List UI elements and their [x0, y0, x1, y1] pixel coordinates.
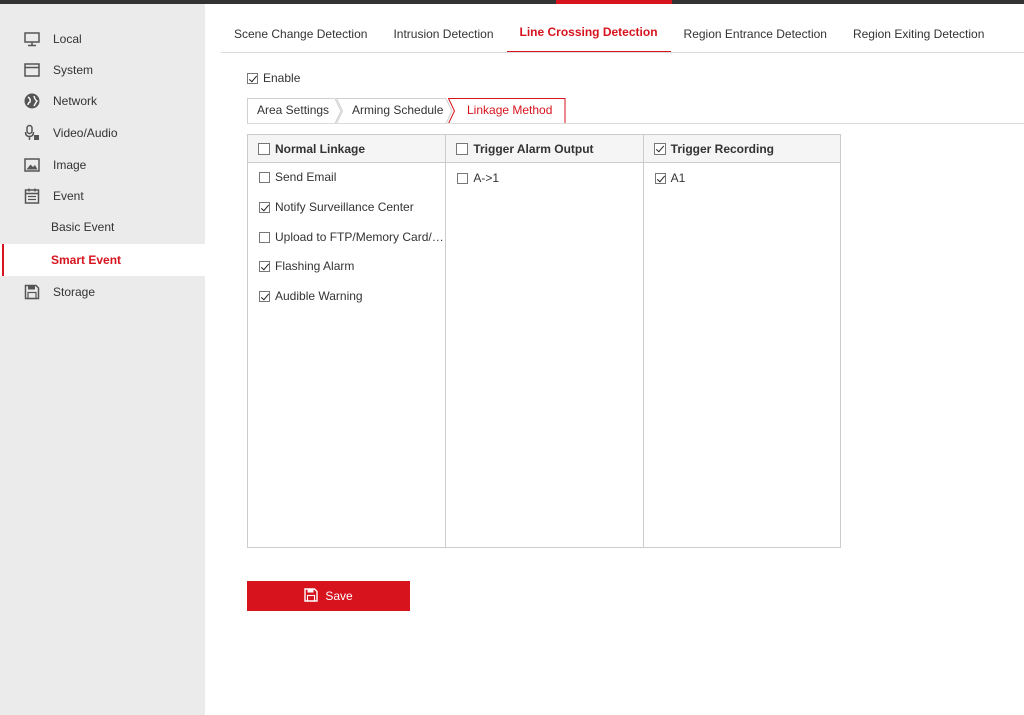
linkage-option-audible-warning [259, 289, 363, 303]
audible-warning-checkbox[interactable] [259, 291, 270, 302]
trigger-recording-column [643, 135, 840, 547]
trigger-alarm-output-header [446, 135, 642, 163]
picture-icon [23, 156, 41, 174]
option-label: Send Email [275, 170, 337, 184]
sidebar-item-storage[interactable] [0, 276, 205, 308]
sidebar-subitem-label: Basic Event [51, 220, 115, 234]
column-header-label: Trigger Recording [670, 141, 775, 156]
calendar-icon [23, 187, 41, 205]
settings-subtabs [247, 98, 571, 124]
option-label: Upload to FTP/Memory Card/… [275, 230, 444, 244]
linkage-option-upload-ftp [259, 230, 444, 244]
linkage-option-send-email [259, 170, 336, 184]
alarm-output-option [457, 171, 499, 185]
alarm-output-a1-checkbox[interactable] [457, 173, 468, 184]
detection-tabs [221, 16, 997, 53]
linkage-option-flashing-alarm [259, 259, 354, 273]
subtab-label: Linkage Method [467, 103, 553, 117]
save-button-label: Save [325, 589, 353, 603]
floppy-disk-icon [23, 283, 41, 301]
sidebar-item-label: System [53, 63, 94, 77]
sidebar-item-label: Network [53, 94, 98, 108]
enable-checkbox[interactable] [247, 73, 258, 84]
sidebar-item-label: Event [53, 189, 84, 203]
sidebar-item-label: Video/Audio [53, 126, 118, 140]
globe-icon [23, 92, 41, 110]
sidebar-item-label: Image [53, 158, 87, 172]
option-label: Flashing Alarm [275, 259, 355, 273]
linkage-table [247, 134, 841, 548]
sidebar-item-local[interactable] [0, 23, 205, 55]
column-header-label: Trigger Alarm Output [473, 141, 594, 156]
trigger-recording-header [644, 135, 840, 163]
trigger-alarm-output-select-all-checkbox[interactable] [456, 143, 468, 155]
column-header-label: Normal Linkage [275, 141, 366, 156]
enable-label: Enable [263, 71, 301, 85]
recording-a1-checkbox[interactable] [655, 173, 666, 184]
subtabs-divider [247, 123, 1024, 124]
tab-region-exiting-detection[interactable]: Region Exiting Detection [852, 27, 985, 41]
tabs-divider [221, 52, 1024, 53]
microphone-icon [23, 124, 41, 142]
tab-region-entrance-detection[interactable]: Region Entrance Detection [683, 27, 827, 41]
sidebar-item-network[interactable] [0, 85, 205, 117]
linkage-option-notify-surveillance-center [259, 200, 414, 214]
normal-linkage-select-all-checkbox[interactable] [258, 143, 270, 155]
tab-line-crossing-detection[interactable]: Line Crossing Detection [507, 16, 671, 53]
option-label: Audible Warning [275, 289, 363, 303]
upload-ftp-checkbox[interactable] [259, 232, 270, 243]
sidebar-item-system[interactable] [0, 54, 205, 86]
sidebar-item-video-audio[interactable] [0, 117, 205, 149]
send-email-checkbox[interactable] [259, 172, 270, 183]
flashing-alarm-checkbox[interactable] [259, 261, 270, 272]
notify-surveillance-center-checkbox[interactable] [259, 202, 270, 213]
sidebar [0, 4, 205, 715]
option-label: A1 [670, 171, 686, 185]
tab-scene-change-detection[interactable]: Scene Change Detection [234, 27, 368, 41]
enable-option [247, 71, 300, 85]
save-button[interactable] [247, 581, 410, 611]
recording-channel-option [655, 171, 686, 185]
subtab-area-settings[interactable] [247, 98, 342, 124]
subtab-label: Area Settings [257, 103, 330, 117]
floppy-disk-icon [304, 588, 318, 605]
subtab-linkage-method[interactable] [448, 98, 566, 124]
top-bar-active-indicator [556, 0, 672, 4]
sidebar-subitem-basic-event[interactable] [0, 211, 205, 243]
sidebar-subitem-smart-event[interactable] [0, 244, 205, 276]
subtab-label: Arming Schedule [352, 103, 444, 117]
sidebar-item-event[interactable] [0, 180, 205, 212]
sidebar-item-label: Local [53, 32, 82, 46]
subtab-arming-schedule[interactable] [336, 98, 452, 124]
sidebar-item-image[interactable] [0, 149, 205, 181]
option-label: A->1 [473, 171, 500, 185]
sidebar-item-label: Storage [53, 285, 96, 299]
tab-intrusion-detection[interactable]: Intrusion Detection [393, 27, 494, 41]
window-icon [23, 61, 41, 79]
option-label: Notify Surveillance Center [275, 200, 414, 214]
trigger-recording-select-all-checkbox[interactable] [654, 143, 666, 155]
trigger-alarm-output-column [445, 135, 642, 547]
normal-linkage-column [248, 135, 445, 547]
sidebar-subitem-label: Smart Event [51, 253, 122, 267]
normal-linkage-header [248, 135, 445, 163]
monitor-icon [23, 30, 41, 48]
